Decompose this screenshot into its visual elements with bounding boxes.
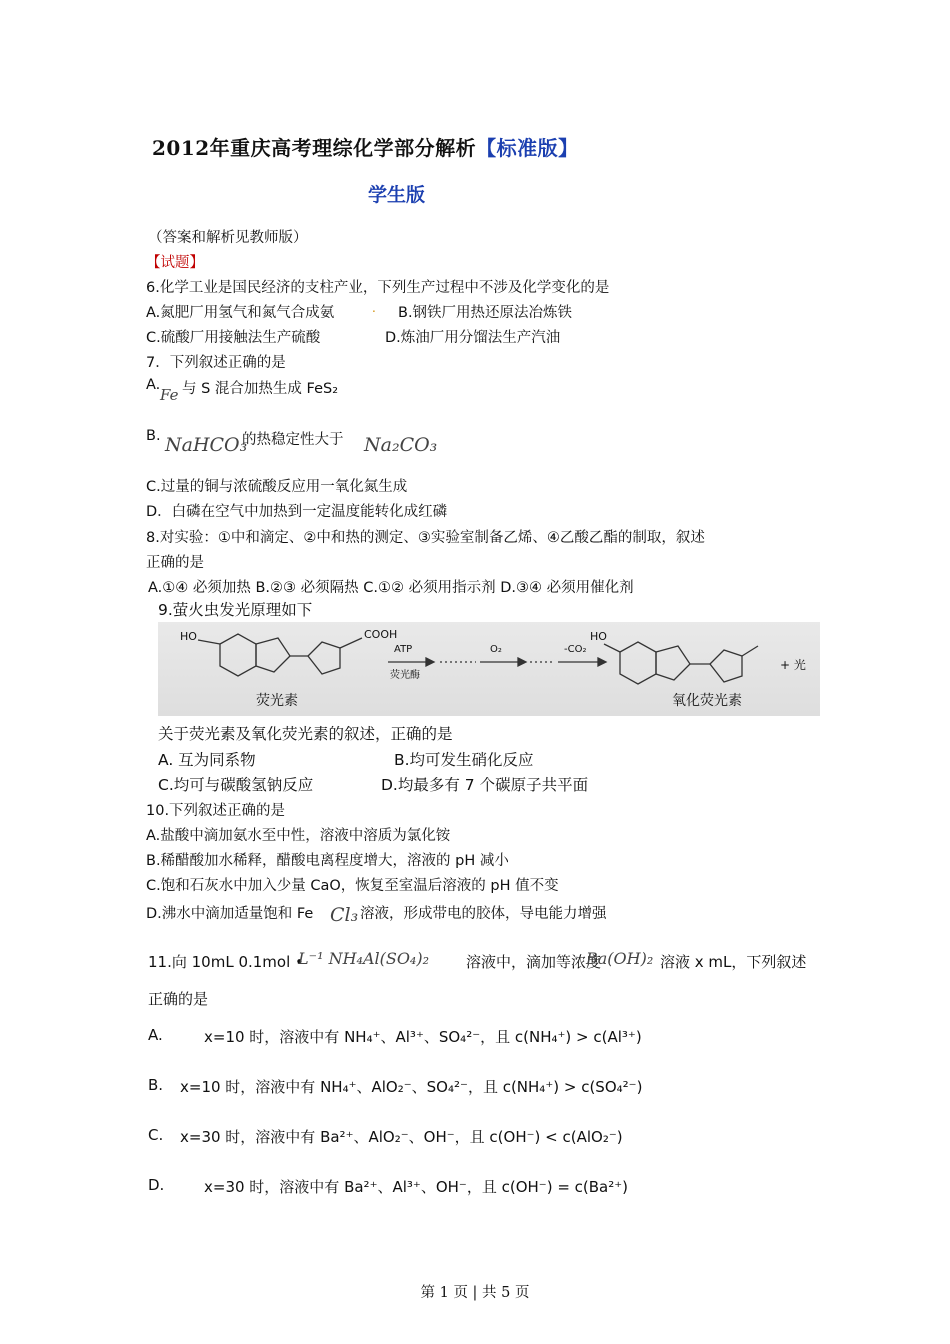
- q11-a-label: A.: [148, 1026, 163, 1044]
- fig-o2: O₂: [490, 644, 502, 655]
- q7-a-prefix: A.: [146, 377, 161, 393]
- document-title: [152, 132, 579, 161]
- page-footer: 第 1 页 | 共 5 页: [420, 1285, 530, 1301]
- fig-ho-right: HO: [590, 630, 607, 643]
- q7-a-text: 与 S 混合加热生成 FeS₂: [182, 381, 339, 397]
- q7-a-formula: Fe: [160, 386, 179, 404]
- q11-b-label: B.: [148, 1076, 164, 1094]
- q9-option-a: A. 互为同系物: [158, 751, 256, 769]
- q7-option-d: D．白磷在空气中加热到一定温度能转化成红磷: [146, 504, 448, 520]
- q9-option-c: C.均可与碳酸氢钠反应: [158, 776, 314, 794]
- section-tag: 【试题】: [146, 255, 204, 271]
- q7-b-formula2: Na₂CO₃: [364, 434, 438, 456]
- q10-d-prefix: D.沸水中滴加适量饱和 Fe: [146, 906, 314, 922]
- q7-b-formula1: NaHCO₃: [165, 434, 248, 456]
- fig-label-luciferin: 荧光素: [256, 693, 298, 709]
- q11-stem-pre: 11.向 10mL 0.1mol •: [148, 953, 304, 971]
- fig-atp: ATP: [394, 644, 413, 655]
- q11-c-label: C.: [148, 1126, 164, 1144]
- stray-mark: .: [372, 301, 376, 315]
- q9-option-b: B.均可发生硝化反应: [394, 751, 534, 769]
- q11-stem-formula2: Ba(OH)₂: [586, 949, 654, 968]
- q6-option-b: B.钢铁厂用热还原法冶炼铁: [398, 305, 573, 321]
- q8-stem-line1: 8.对实验：①中和滴定、②中和热的测定、③实验室制备乙烯、④乙酸乙酯的制取，叙述: [146, 530, 705, 546]
- q10-option-a: A.盐酸中滴加氨水至中性，溶液中溶质为氯化铵: [146, 828, 451, 844]
- q7-b-prefix: B.: [146, 428, 161, 444]
- q11-option-a: x=10 时，溶液中有 NH₄⁺、Al³⁺、SO₄²⁻，且 c(NH₄⁺) > c(Al³⁺): [204, 1028, 642, 1046]
- q7-b-text: 的热稳定性大于: [242, 432, 344, 448]
- fig-co2: -CO₂: [564, 644, 587, 655]
- q8-stem-line2: 正确的是: [146, 555, 204, 571]
- document-subtitle: 学生版: [368, 184, 426, 206]
- q11-stem-line2: 正确的是: [148, 990, 209, 1008]
- title-main: 2012年重庆高考理综化学部分解析: [152, 136, 477, 160]
- q7-option-c: C.过量的铜与浓硫酸反应用一氧化氮生成: [146, 479, 408, 495]
- fig-label-oxyluciferin: 氧化荧光素: [672, 693, 742, 709]
- q6-option-d: D.炼油厂用分馏法生产汽油: [385, 330, 561, 346]
- q6-option-c: C.硫酸厂用接触法生产硫酸: [146, 330, 321, 346]
- q8-options: A.①④ 必须加热 B.②③ 必须隔热 C.①② 必须用指示剂 D.③④ 必须用催化剂: [148, 580, 634, 596]
- fig-cooh: COOH: [364, 628, 398, 641]
- q9-option-d: D.均最多有 7 个碳原子共平面: [381, 776, 589, 794]
- fig-ho-left: HO: [180, 630, 197, 643]
- q11-option-c: x=30 时，溶液中有 Ba²⁺、AlO₂⁻、OH⁻，且 c(OH⁻) < c(AlO₂⁻): [180, 1128, 623, 1146]
- luciferin-reaction-figure: [158, 622, 820, 716]
- q6-option-a: A.氮肥厂用氢气和氮气合成氨: [146, 305, 335, 321]
- q11-stem-post: 溶液 x mL，下列叙述: [660, 953, 807, 971]
- fig-enzyme: 荧光酶: [390, 670, 420, 681]
- q10-d-suffix: 溶液，形成带电的胶体，导电能力增强: [360, 906, 607, 922]
- q10-option-b: B.稀醋酸加水稀释，醋酸电离程度增大，溶液的 pH 减小: [146, 853, 509, 869]
- q10-d-formula: Cl₃: [330, 904, 359, 926]
- q11-d-label: D.: [148, 1176, 165, 1194]
- fig-light: + 光: [780, 658, 806, 672]
- q9-question: 关于荧光素及氧化荧光素的叙述，正确的是: [158, 725, 453, 743]
- q11-option-b: x=10 时，溶液中有 NH₄⁺、AlO₂⁻、SO₄²⁻，且 c(NH₄⁺) > c(SO₄²⁻): [180, 1078, 643, 1096]
- title-edition: 【标准版】: [476, 136, 579, 160]
- q10-option-c: C.饱和石灰水中加入少量 CaO，恢复至室温后溶液的 pH 值不变: [146, 878, 559, 894]
- q9-stem: 9.萤火虫发光原理如下: [158, 601, 313, 619]
- q7-stem: 7．下列叙述正确的是: [146, 355, 286, 371]
- q6-stem: 6.化学工业是国民经济的支柱产业，下列生产过程中不涉及化学变化的是: [146, 280, 610, 296]
- q11-stem-mid: 溶液中，滴加等浓度: [466, 953, 602, 971]
- answer-note: （答案和解析见教师版）: [148, 230, 308, 246]
- q10-stem: 10.下列叙述正确的是: [146, 803, 286, 819]
- q11-option-d: x=30 时，溶液中有 Ba²⁺、Al³⁺、OH⁻，且 c(OH⁻) = c(Ba²⁺): [204, 1178, 629, 1196]
- q11-stem-formula: L⁻¹ NH₄Al(SO₄)₂: [298, 949, 429, 968]
